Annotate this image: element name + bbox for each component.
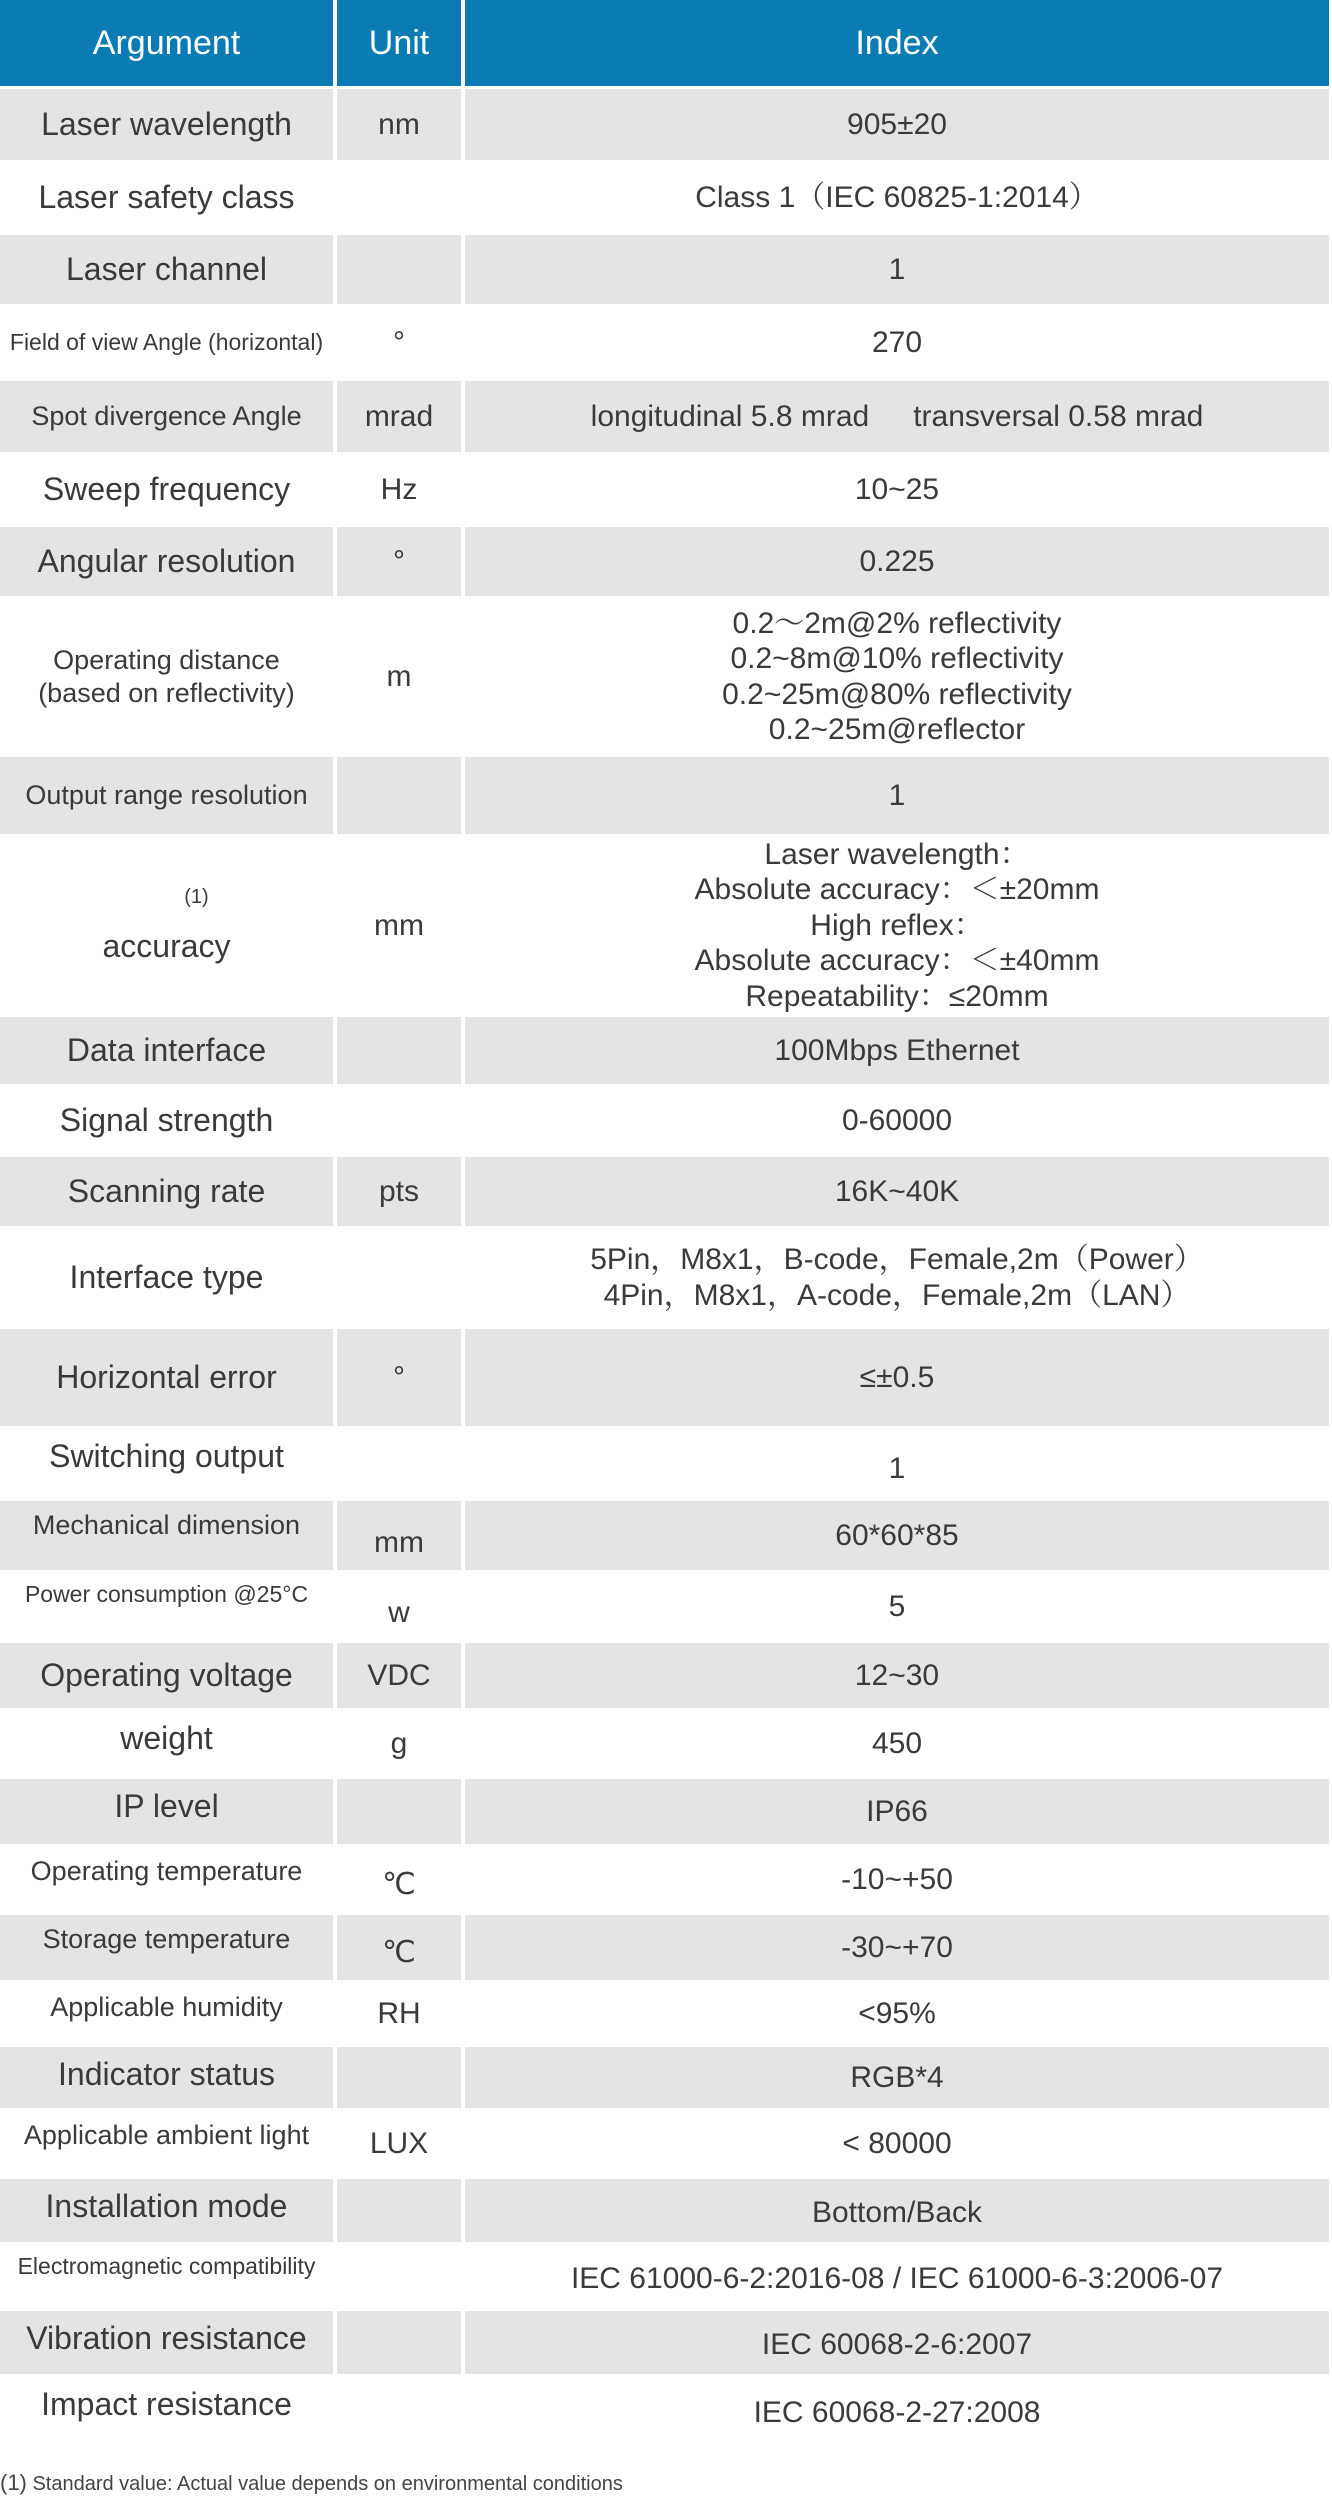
- row-unit: [337, 1017, 465, 1087]
- row-unit: [337, 2311, 465, 2377]
- row-unit: ℃: [337, 1915, 465, 1983]
- footnote-mark: (1): [0, 2470, 27, 2495]
- row-unit: [337, 1229, 465, 1329]
- row-unit: [337, 2179, 465, 2245]
- row-unit: [337, 2245, 465, 2311]
- table-row: [0, 1157, 1329, 1229]
- index-line: Repeatability：≤20mm: [745, 979, 1049, 1013]
- row-index: 1: [465, 1429, 1329, 1501]
- row-unit: g: [337, 1711, 465, 1779]
- row-unit: [337, 2377, 465, 2445]
- index-line: 0.2~25m@reflector: [768, 712, 1026, 746]
- table-row: [0, 455, 1329, 527]
- table-row: [0, 599, 1329, 757]
- row-argument: IP level: [0, 1779, 337, 1847]
- table-row: [0, 1779, 1329, 1847]
- row-index: RGB*4: [465, 2047, 1329, 2111]
- row-argument: [0, 837, 337, 1017]
- row-unit: mm: [337, 837, 465, 1017]
- row-argument: Scanning rate: [0, 1157, 337, 1229]
- row-unit: [337, 163, 465, 235]
- row-index: Class 1（IEC 60825-1:2014）: [465, 163, 1329, 235]
- row-index: -30~+70: [465, 1915, 1329, 1983]
- row-index: 450: [465, 1711, 1329, 1779]
- table-row: [0, 2111, 1329, 2179]
- table-row: [0, 1017, 1329, 1087]
- table-row: [0, 1573, 1329, 1643]
- table-row: [0, 1501, 1329, 1573]
- row-argument: Impact resistance: [0, 2377, 337, 2445]
- row-index: 100Mbps Ethernet: [465, 1017, 1329, 1087]
- row-argument: Storage temperature: [0, 1915, 337, 1983]
- row-argument: Angular resolution: [0, 527, 337, 599]
- row-unit: ℃: [337, 1847, 465, 1915]
- row-index: 12~30: [465, 1643, 1329, 1711]
- table-row: [0, 1847, 1329, 1915]
- row-index: 60*60*85: [465, 1501, 1329, 1573]
- table-row: [0, 163, 1329, 235]
- row-argument: Field of view Angle (horizontal): [0, 307, 337, 381]
- row-unit: °: [337, 1329, 465, 1429]
- table-row: [0, 1915, 1329, 1983]
- table-row: [0, 527, 1329, 599]
- argument-line: (based on reflectivity): [38, 677, 295, 708]
- row-argument: [0, 599, 337, 757]
- row-argument: Electromagnetic compatibility: [0, 2245, 337, 2311]
- row-index: 16K~40K: [465, 1157, 1329, 1229]
- row-argument: weight: [0, 1711, 337, 1779]
- row-unit: [337, 757, 465, 837]
- row-index: 270: [465, 307, 1329, 381]
- row-argument: Operating voltage: [0, 1643, 337, 1711]
- row-argument: Applicable humidity: [0, 1983, 337, 2047]
- index-line: 0.2~8m@10% reflectivity: [730, 642, 1064, 676]
- row-argument: Output range resolution: [0, 757, 337, 837]
- table-header-row: [0, 0, 1329, 89]
- row-unit: LUX: [337, 2111, 465, 2179]
- row-index: 905±20: [465, 89, 1329, 163]
- index-line: 5Pin，M8x1，B-code，Female,2m（Power）: [590, 1243, 1204, 1277]
- table-row: [0, 1429, 1329, 1501]
- table-row: [0, 2245, 1329, 2311]
- row-argument: Interface type: [0, 1229, 337, 1329]
- row-unit: mm: [337, 1501, 465, 1573]
- row-unit: RH: [337, 1983, 465, 2047]
- index-line: Absolute accuracy：＜±20mm: [694, 873, 1100, 907]
- footnote: [0, 2470, 623, 2496]
- row-argument: Sweep frequency: [0, 455, 337, 527]
- header-unit: Unit: [337, 0, 465, 89]
- row-index: [465, 599, 1329, 757]
- index-line: Laser wavelength：: [764, 838, 1030, 872]
- row-unit: [337, 235, 465, 307]
- row-index: <95%: [465, 1983, 1329, 2047]
- table-row: [0, 1643, 1329, 1711]
- row-argument: Data interface: [0, 1017, 337, 1087]
- table-row: [0, 837, 1329, 1017]
- index-line: Absolute accuracy：＜±40mm: [694, 944, 1100, 978]
- table-row: [0, 381, 1329, 455]
- row-unit: °: [337, 307, 465, 381]
- header-index: Index: [465, 0, 1329, 89]
- row-unit: [337, 1779, 465, 1847]
- footnote-text: Standard value: Actual value depends on environmental conditions: [32, 2473, 623, 2495]
- row-unit: w: [337, 1573, 465, 1643]
- row-argument: Installation mode: [0, 2179, 337, 2245]
- row-index: 1: [465, 235, 1329, 307]
- row-index: IEC 60068-2-27:2008: [465, 2377, 1329, 2445]
- row-index: 5: [465, 1573, 1329, 1643]
- footnote-reference: (1): [184, 886, 209, 909]
- row-index: [465, 837, 1329, 1017]
- row-index: ≤±0.5: [465, 1329, 1329, 1429]
- table-row: [0, 307, 1329, 381]
- row-index: IEC 60068-2-6:2007: [465, 2311, 1329, 2377]
- row-unit: nm: [337, 89, 465, 163]
- row-index: Bottom/Back: [465, 2179, 1329, 2245]
- row-index: [465, 381, 1329, 455]
- row-argument: Laser wavelength: [0, 89, 337, 163]
- table-row: [0, 2047, 1329, 2111]
- row-unit: pts: [337, 1157, 465, 1229]
- table-row: [0, 1229, 1329, 1329]
- row-argument: Operating temperature: [0, 1847, 337, 1915]
- row-index: 0-60000: [465, 1087, 1329, 1157]
- row-argument: Vibration resistance: [0, 2311, 337, 2377]
- row-argument: Switching output: [0, 1429, 337, 1501]
- row-unit: mrad: [337, 381, 465, 455]
- table-row: [0, 2377, 1329, 2445]
- index-transversal: transversal 0.58 mrad: [913, 399, 1204, 433]
- row-unit: VDC: [337, 1643, 465, 1711]
- row-argument: Applicable ambient light: [0, 2111, 337, 2179]
- argument-line: Operating distance: [53, 645, 280, 676]
- table-row: [0, 757, 1329, 837]
- row-index: [465, 1229, 1329, 1329]
- row-argument: Signal strength: [0, 1087, 337, 1157]
- row-unit: °: [337, 527, 465, 599]
- table-row: [0, 1329, 1329, 1429]
- row-unit: Hz: [337, 455, 465, 527]
- table-row: [0, 2311, 1329, 2377]
- index-line: 0.2～2m@2% reflectivity: [732, 606, 1062, 640]
- index-line: 0.2~25m@80% reflectivity: [722, 677, 1072, 711]
- row-index: 1: [465, 757, 1329, 837]
- row-unit: [337, 1087, 465, 1157]
- row-index: < 80000: [465, 2111, 1329, 2179]
- row-argument: Laser safety class: [0, 163, 337, 235]
- row-unit: [337, 2047, 465, 2111]
- row-argument: Indicator status: [0, 2047, 337, 2111]
- index-line: 4Pin，M8x1，A-code，Female,2m（LAN）: [603, 1278, 1191, 1312]
- row-argument: Laser channel: [0, 235, 337, 307]
- argument-line: accuracy: [102, 928, 231, 965]
- row-unit: [337, 1429, 465, 1501]
- row-argument: Spot divergence Angle: [0, 381, 337, 455]
- table-row: [0, 1711, 1329, 1779]
- index-longitudinal: longitudinal 5.8 mrad: [590, 399, 870, 433]
- index-line: High reflex：: [810, 908, 984, 942]
- table-row: [0, 2179, 1329, 2245]
- row-index: 10~25: [465, 455, 1329, 527]
- table-row: [0, 235, 1329, 307]
- row-index: IEC 61000-6-2:2016-08 / IEC 61000-6-3:2006-07: [465, 2245, 1329, 2311]
- row-index: 0.225: [465, 527, 1329, 599]
- row-argument: Power consumption @25°C: [0, 1573, 337, 1643]
- row-unit: m: [337, 599, 465, 757]
- table-row: [0, 1983, 1329, 2047]
- table-row: [0, 89, 1329, 163]
- table-row: [0, 1087, 1329, 1157]
- header-argument: Argument: [0, 0, 337, 89]
- row-index: -10~+50: [465, 1847, 1329, 1915]
- row-index: IP66: [465, 1779, 1329, 1847]
- row-argument: Horizontal error: [0, 1329, 337, 1429]
- row-argument: Mechanical dimension: [0, 1501, 337, 1573]
